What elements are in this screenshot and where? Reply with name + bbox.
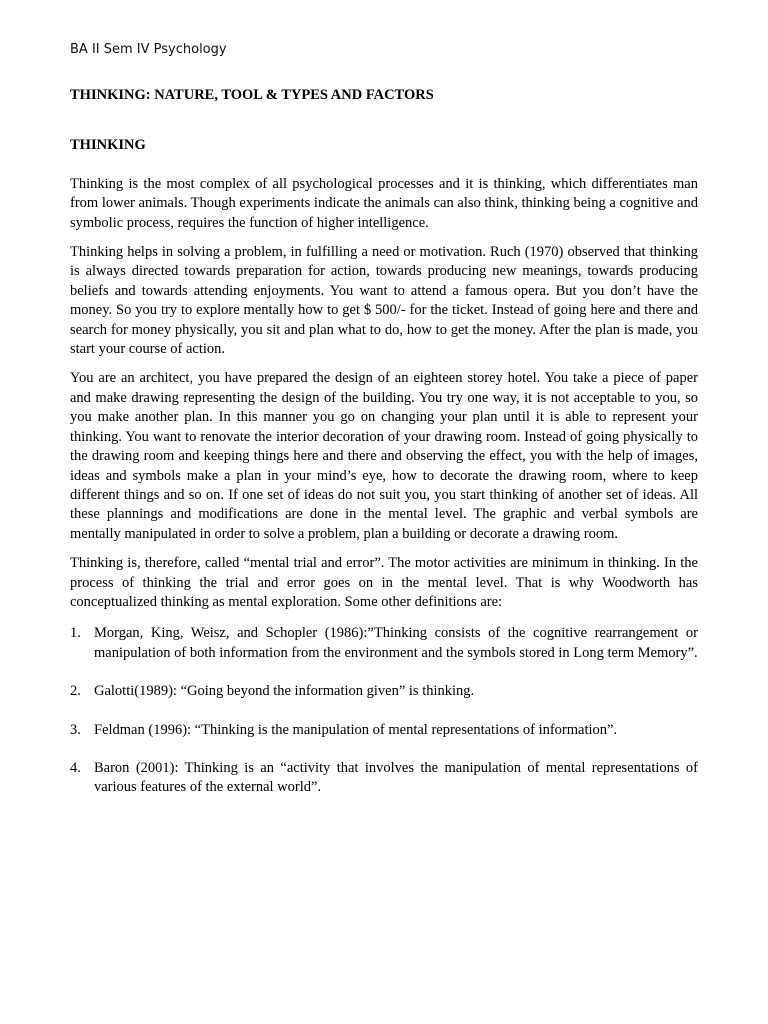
document-body [70,86,698,817]
definition-number: 4. [70,759,81,776]
paragraph-intro: Thinking is the most complex of all psychological processes and it is thinking, which differentiates man from lower animals. Though experiments indicate the animals can also think, thinking being a cognitive and symbolic process, requires the function of higher intelligence. [70,175,698,231]
definition-text: Morgan, King, Weisz, and Schopler (1986):”Thinking consists of the cognitive rearrangement or manipulation of both information from the environment and the symbols stored in Long term Memory”. [94,625,698,661]
section-heading: THINKING [70,137,146,154]
paragraph-mental-trial-error: Thinking is, therefore, called “mental trial and error”. The motor activities are minimum in thinking. In the process of thinking the trial and error goes on in the mental level. That is why Woodworth has conceptualized thinking as mental exploration. Some other definitions are: [70,555,698,610]
definition-number: 2. [70,683,81,700]
running-header: BA II Sem IV Psychology [70,42,227,57]
paragraph-architect-example: You are an architect, you have prepared the design of an eighteen storey hotel. You take a piece of paper and make drawing representing the design of the building. You try one way, it is not acceptable to you, so you make another plan. In this manner you go on changing your plan until it is able to represent your thinking. You want to renovate the interior decoration of your drawing room. Instead of going physically to the drawing room and keeping things here and there and observing the effect, you with the help of images, ideas and symbols make a plan in your mind’s eye, how to decorate the drawing room, where to keep different things and so on. If one set of ideas do not suit you, you start thinking of another set of ideas. All these plannings and modifications are done in the mental level. The graphic and verbal symbols are mentally manipulated in order to solve a problem, plan a building or decorate a drawing room. [70,370,698,542]
definition-text: Baron (2001): Thinking is an “activity that involves the manipulation of mental representations of various features of the external world”. [94,759,698,796]
paragraph-problem-solving: Thinking helps in solving a problem, in fulfilling a need or motivation. Ruch (1970) observed that thinking is always directed towards preparation for action, towards producing new meanings, towards producing beliefs and towards attending enjoyments. You want to attend a famous opera. But you don’t have the money. So you try to explore mentally how to get $ 500/- for the ticket. Instead of going here and there and search for money physically, you sit and plan what to do, how to get the money. After the plan is made, you start your course of action. [70,244,698,358]
definition-text: Galotti(1989): “Going beyond the information given” is thinking. [94,683,475,700]
definition-number: 3. [70,721,81,738]
definitions-list [70,624,698,797]
definition-text: Feldman (1996): “Thinking is the manipulation of mental representations of information”. [94,721,618,738]
definition-item [70,624,698,663]
definition-item [70,759,698,798]
document-title: THINKING: NATURE, TOOL & TYPES AND FACTORS [70,87,434,103]
definition-item [70,721,698,740]
definition-item [70,682,698,701]
definition-number: 1. [70,625,81,642]
